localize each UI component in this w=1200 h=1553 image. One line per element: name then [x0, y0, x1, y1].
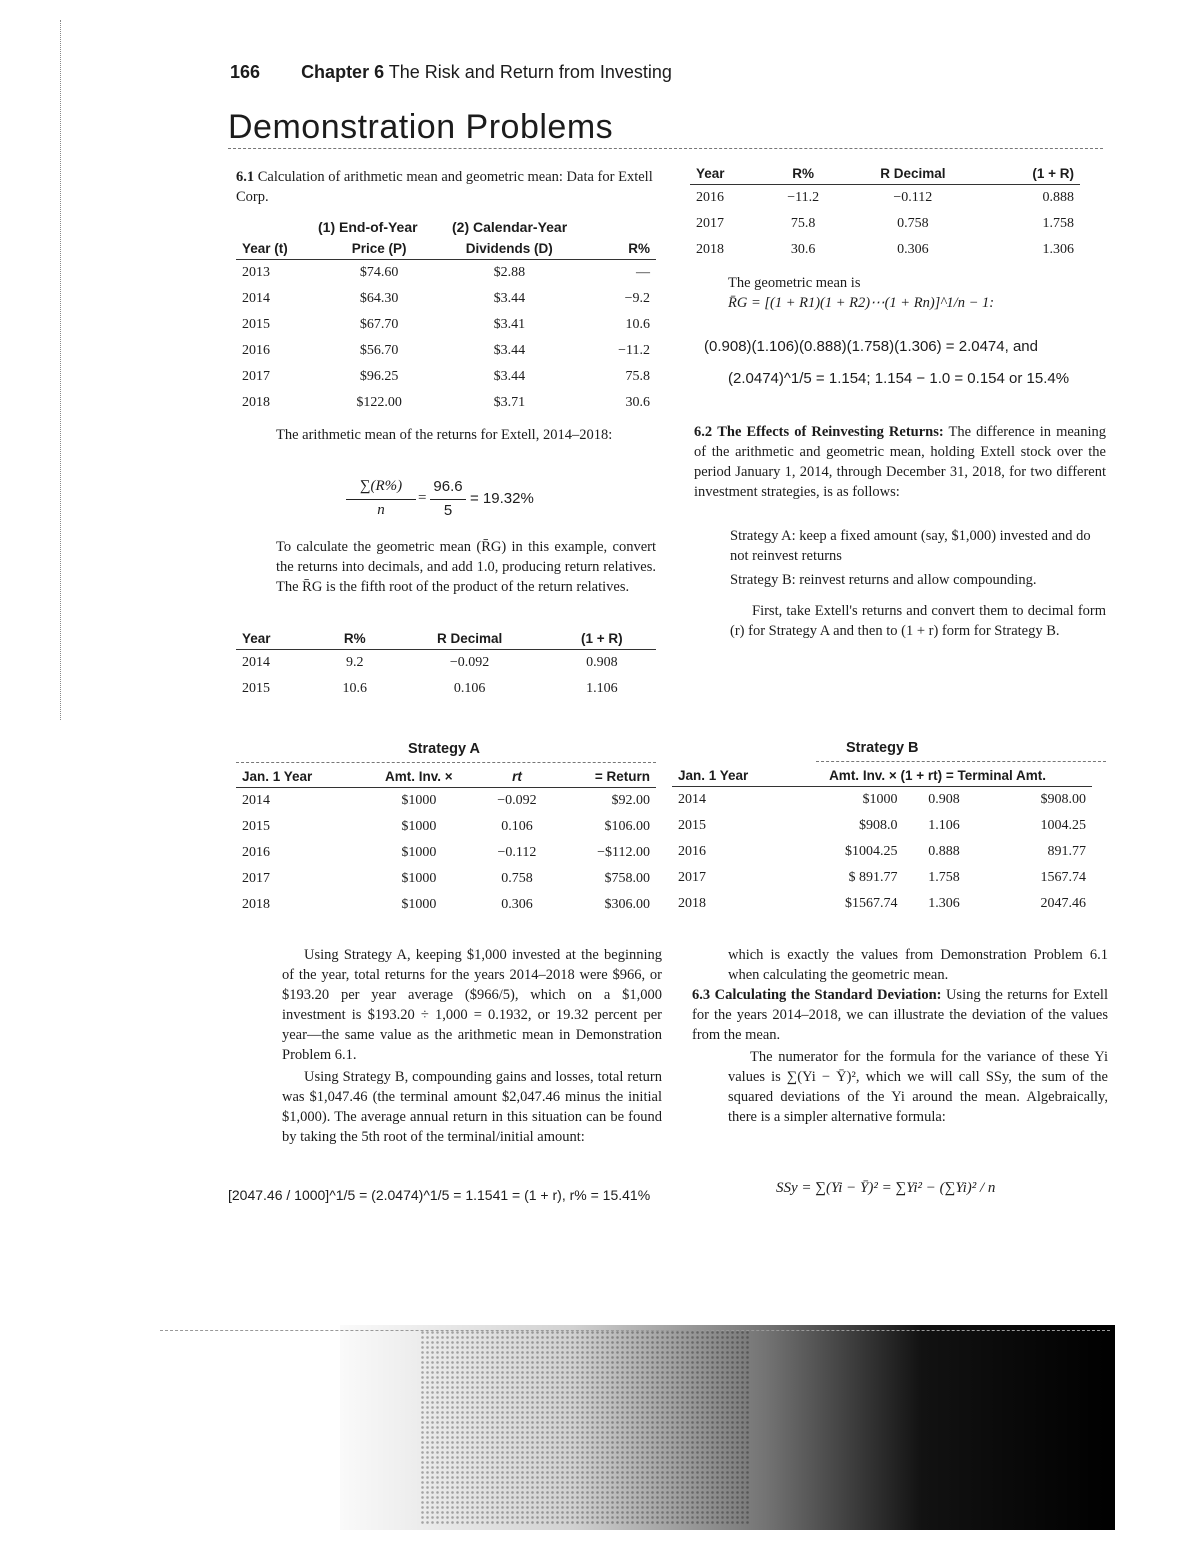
col-return: R% — [587, 238, 656, 260]
cell-year: 2016 — [678, 844, 706, 859]
cell-r-decimal: −0.112 — [893, 190, 933, 205]
cell-return: 30.6 — [625, 395, 650, 410]
problem-heading: The Effects of Reinvesting Returns: — [717, 424, 944, 440]
table-row — [690, 211, 1080, 237]
col-price: Price (P) — [327, 238, 432, 260]
col-dividends: Dividends (D) — [432, 238, 587, 260]
formula-frac-num: 96.6 — [433, 478, 463, 495]
cell-terminal: 1567.74 — [1040, 870, 1086, 885]
cell-year: 2018 — [678, 896, 706, 911]
col-jan1-year: Jan. 1 Year — [236, 766, 359, 788]
cell-year: 2016 — [696, 190, 724, 205]
cell-return: 10.6 — [625, 317, 650, 332]
strategy-a-title: Strategy A — [408, 741, 480, 757]
strategy-a-rule — [236, 762, 656, 763]
table-row — [236, 814, 656, 840]
cell-amount: $ 891.77 — [848, 870, 898, 885]
cell-terminal: 891.77 — [1047, 844, 1086, 859]
cell-r-percent: 10.6 — [342, 681, 367, 696]
cell-rt: −0.092 — [497, 793, 537, 808]
table-row — [236, 364, 656, 390]
cell-year: 2015 — [242, 819, 270, 834]
strategy-b-description: Strategy B: reinvest returns and allow compounding. — [730, 572, 1037, 588]
cell-terminal: 2047.46 — [1040, 896, 1086, 911]
geometric-mean-conclusion: which is exactly the values from Demonstration Problem 6.1 when calculating the geometric mean. — [728, 947, 1108, 983]
cell-year: 2016 — [242, 845, 270, 860]
col-year: Year — [690, 163, 763, 185]
strategy-a-table — [236, 766, 656, 918]
cell-price: $96.25 — [359, 369, 399, 384]
cell-return: $306.00 — [604, 897, 650, 912]
arithmetic-mean-formula — [346, 478, 606, 522]
compound-return-formula: [2047.46 / 1000]^1/5 = (2.0474)^1/5 = 1.1541 = (1 + r), r% = 15.41% — [228, 1187, 651, 1203]
dividend-group-header: (2) Calendar-Year — [452, 219, 568, 235]
cell-year: 2016 — [242, 343, 270, 358]
cell-return: $758.00 — [604, 871, 650, 886]
price-group-header: (1) End-of-Year — [318, 219, 418, 235]
chapter-label: Chapter 6 — [301, 62, 385, 82]
cell-year: 2018 — [242, 897, 270, 912]
cell-return: −$112.00 — [597, 845, 650, 860]
col-r-percent: R% — [318, 628, 392, 650]
cell-one-plus-r: 0.908 — [586, 655, 618, 670]
table-header-row — [690, 163, 1080, 185]
return-relatives-table-right — [690, 163, 1080, 263]
col-return: = Return — [555, 766, 656, 788]
cell-year: 2015 — [678, 818, 706, 833]
table-row — [236, 338, 656, 364]
cell-year: 2014 — [242, 291, 270, 306]
return-relatives-table-left — [236, 628, 656, 702]
cell-dividend: $3.41 — [493, 317, 526, 332]
table-row — [236, 650, 656, 677]
scan-line — [160, 1330, 1110, 1331]
cell-dividend: $2.88 — [493, 265, 526, 280]
table-row — [236, 788, 656, 815]
col-rt: rt — [478, 766, 555, 788]
cell-terminal: 1004.25 — [1040, 818, 1086, 833]
col-terminal-amount: Amt. Inv. × (1 + rt) = Terminal Amt. — [783, 765, 1092, 787]
table-row — [672, 787, 1092, 814]
cell-price: $74.60 — [359, 265, 399, 280]
cell-amount: $1000 — [401, 845, 437, 860]
problem-text: Using the returns for Extell for the years 2014–2018, we can illustrate the deviation of the values from the mean. — [692, 987, 1108, 1043]
col-one-plus-r: (1 + R) — [548, 628, 656, 650]
cell-dividend: $3.44 — [493, 291, 526, 306]
scan-noise-speckle — [420, 1330, 750, 1525]
problem-6-3 — [692, 985, 1108, 1045]
cell-r-decimal: 0.306 — [897, 242, 929, 257]
cell-return: −9.2 — [624, 291, 650, 306]
extell-price-table — [236, 238, 656, 416]
table-header-row — [236, 628, 656, 650]
cell-amount: $908.0 — [858, 818, 898, 833]
table-row — [236, 892, 656, 918]
cell-rt: −0.112 — [497, 845, 537, 860]
formula-frac-bar — [430, 499, 466, 500]
cell-terminal: $908.00 — [1040, 792, 1086, 807]
formula-denominator: n — [377, 502, 385, 518]
formula-result: = 19.32% — [470, 490, 534, 507]
arithmetic-mean-intro: The arithmetic mean of the returns for Extell, 2014–2018: — [276, 427, 613, 443]
cell-one-plus-r: 1.106 — [586, 681, 618, 696]
cell-return: $92.00 — [611, 793, 650, 808]
strategy-b-table — [672, 765, 1092, 917]
cell-one-plus-r: 1.106 — [928, 818, 960, 833]
cell-year: 2013 — [242, 265, 270, 280]
cell-one-plus-r: 1.306 — [1042, 242, 1074, 257]
cell-return: — — [636, 265, 650, 280]
table-row — [236, 260, 656, 287]
variance-explanation: The numerator for the formula for the variance of these Yi values is ∑(Yi − Ȳ)², which we will call SSy, the sum of the squared deviations of the Yi around the mean. Algebraically, there is a simpler alternative formula: — [728, 1049, 1108, 1125]
cell-one-plus-r: 1.306 — [928, 896, 960, 911]
cell-price: $56.70 — [359, 343, 399, 358]
table-header-row — [236, 238, 656, 260]
cell-rt: 0.306 — [501, 897, 533, 912]
cell-amount: $1000 — [401, 897, 437, 912]
cell-dividend: $3.44 — [493, 369, 526, 384]
cell-year: 2017 — [242, 871, 270, 886]
cell-r-percent: −11.2 — [787, 190, 820, 205]
table-row — [236, 286, 656, 312]
table-row — [236, 866, 656, 892]
title-rule — [228, 148, 1103, 149]
cell-year: 2017 — [678, 870, 706, 885]
formula-frac-den: 5 — [443, 502, 453, 519]
col-r-decimal: R Decimal — [843, 163, 983, 185]
cell-r-decimal: −0.092 — [449, 655, 490, 670]
strategy-b-title: Strategy B — [846, 740, 919, 756]
cell-r-percent: 9.2 — [345, 655, 364, 670]
formula-fraction-bar — [346, 499, 416, 500]
cell-return: $106.00 — [604, 819, 650, 834]
cell-dividend: $3.44 — [493, 343, 526, 358]
cell-price: $67.70 — [359, 317, 399, 332]
problem-heading: Calculating the Standard Deviation: — [714, 987, 942, 1003]
table-row — [236, 840, 656, 866]
geometric-mean-intro: The geometric mean is — [728, 275, 861, 291]
cell-amount: $1000 — [401, 819, 437, 834]
geometric-mean-product: (0.908)(1.106)(0.888)(1.758)(1.306) = 2.0474, and — [704, 338, 1038, 355]
table-row — [672, 839, 1092, 865]
cell-year: 2017 — [696, 216, 724, 231]
table-row — [236, 676, 656, 702]
cell-amount: $1567.74 — [844, 896, 898, 911]
cell-rt: 0.758 — [501, 871, 533, 886]
cell-r-percent: 75.8 — [790, 216, 816, 231]
page-number: 166 — [230, 62, 261, 82]
table-row — [236, 312, 656, 338]
cell-year: 2014 — [678, 792, 706, 807]
table-row — [672, 865, 1092, 891]
cell-r-decimal: 0.106 — [453, 681, 486, 696]
table-row — [690, 185, 1080, 212]
strategy-b-explanation: Using Strategy B, compounding gains and losses, total return was $1,047.46 (the terminal amount $2,047.46 minus the initial $1,000). The average annual return in this situation can be found by taking the 5th root of the terminal/initial amount: — [282, 1069, 662, 1145]
problem-6-2-paragraph: First, take Extell's returns and convert them to decimal form (r) for Strategy A and then to (1 + r) form for Strategy B. — [730, 603, 1106, 639]
cell-r-decimal: 0.758 — [897, 216, 929, 231]
col-jan1-year: Jan. 1 Year — [672, 765, 783, 787]
cell-year: 2015 — [242, 317, 270, 332]
cell-one-plus-r: 0.888 — [1042, 190, 1074, 205]
formula-equals: = — [418, 490, 427, 506]
problem-number: 6.2 — [694, 424, 713, 440]
cell-return: 75.8 — [625, 369, 650, 384]
col-year: Year (t) — [236, 238, 327, 260]
cell-one-plus-r: 0.888 — [928, 844, 960, 859]
cell-r-percent: 30.6 — [790, 242, 816, 257]
problem-6-1-heading — [236, 167, 656, 207]
table-row — [236, 390, 656, 416]
scan-margin-marks — [60, 20, 91, 720]
cell-year: 2018 — [696, 242, 724, 257]
cell-price: $64.30 — [359, 291, 399, 306]
cell-rt: 0.106 — [501, 819, 533, 834]
cell-year: 2018 — [242, 395, 270, 410]
section-title: Demonstration Problems — [228, 108, 614, 146]
strategy-a-explanation: Using Strategy A, keeping $1,000 invested at the beginning of the year, total returns for the years 2014–2018 were $966, or $193.20 per year average ($966/5), which on a $1,000 investment is $193.20 ÷ 1,000 = 0.1932, or 19.32 percent per year—the same value as the arithmetic mean in Demonstration Problem 6.1. — [282, 947, 662, 1063]
cell-amount: $1000 — [862, 792, 898, 807]
geometric-mean-explanation: To calculate the geometric mean (R̄G) in this example, convert the returns into decimals, and add 1.0, producing return relatives. The R̄G is the fifth root of the product of the return relatives. — [276, 539, 656, 595]
table-row — [672, 891, 1092, 917]
table-row — [690, 237, 1080, 263]
col-year: Year — [236, 628, 318, 650]
cell-price: $122.00 — [356, 395, 402, 410]
cell-amount: $1004.25 — [844, 844, 898, 859]
cell-return: −11.2 — [618, 343, 650, 358]
col-amount-invested: Amt. Inv. × — [359, 766, 478, 788]
cell-year: 2014 — [242, 793, 270, 808]
cell-year: 2015 — [242, 681, 270, 696]
formula-sum-numerator: ∑(R%) — [359, 478, 403, 494]
chapter-title: The Risk and Return from Investing — [388, 62, 672, 82]
problem-number: 6.1 — [236, 169, 255, 185]
cell-amount: $1000 — [401, 793, 437, 808]
table-header-row — [672, 765, 1092, 787]
problem-6-2 — [694, 422, 1106, 502]
cell-dividend: $3.71 — [493, 395, 526, 410]
geometric-mean-result: (2.0474)^1/5 = 1.154; 1.154 − 1.0 = 0.154 or 15.4% — [728, 370, 1070, 387]
col-r-percent: R% — [763, 163, 842, 185]
col-one-plus-r: (1 + R) — [983, 163, 1080, 185]
strategy-b-rule — [816, 761, 1106, 762]
table-row — [672, 813, 1092, 839]
cell-one-plus-r: 0.908 — [928, 792, 960, 807]
cell-year: 2017 — [242, 369, 270, 384]
col-r-decimal: R Decimal — [392, 628, 548, 650]
running-header — [230, 62, 672, 83]
sum-of-squares-formula: SSy = ∑(Yi − Ȳ)² = ∑Yi² − (∑Yi)² / n — [776, 1180, 996, 1196]
geometric-mean-formula: R̄G = [(1 + R1)(1 + R2)⋯(1 + Rn)]^1/n − 1: — [728, 295, 995, 311]
cell-one-plus-r: 1.758 — [928, 870, 960, 885]
problem-text: The difference in meaning of the arithmetic and geometric mean, holding Extell stock over the period January 1, 2014, through December 31, 2018, for two different investment strategies, is as follows: — [694, 424, 1107, 500]
strategy-a-description: Strategy A: keep a fixed amount (say, $1,000) invested and do not reinvest returns — [730, 528, 1091, 564]
problem-heading: Calculation of arithmetic mean and geometric mean: Data for Extell Corp. — [236, 169, 653, 205]
cell-year: 2014 — [242, 655, 270, 670]
problem-number: 6.3 — [692, 987, 711, 1003]
table-header-row — [236, 766, 656, 788]
cell-one-plus-r: 1.758 — [1042, 216, 1074, 231]
cell-amount: $1000 — [401, 871, 437, 886]
